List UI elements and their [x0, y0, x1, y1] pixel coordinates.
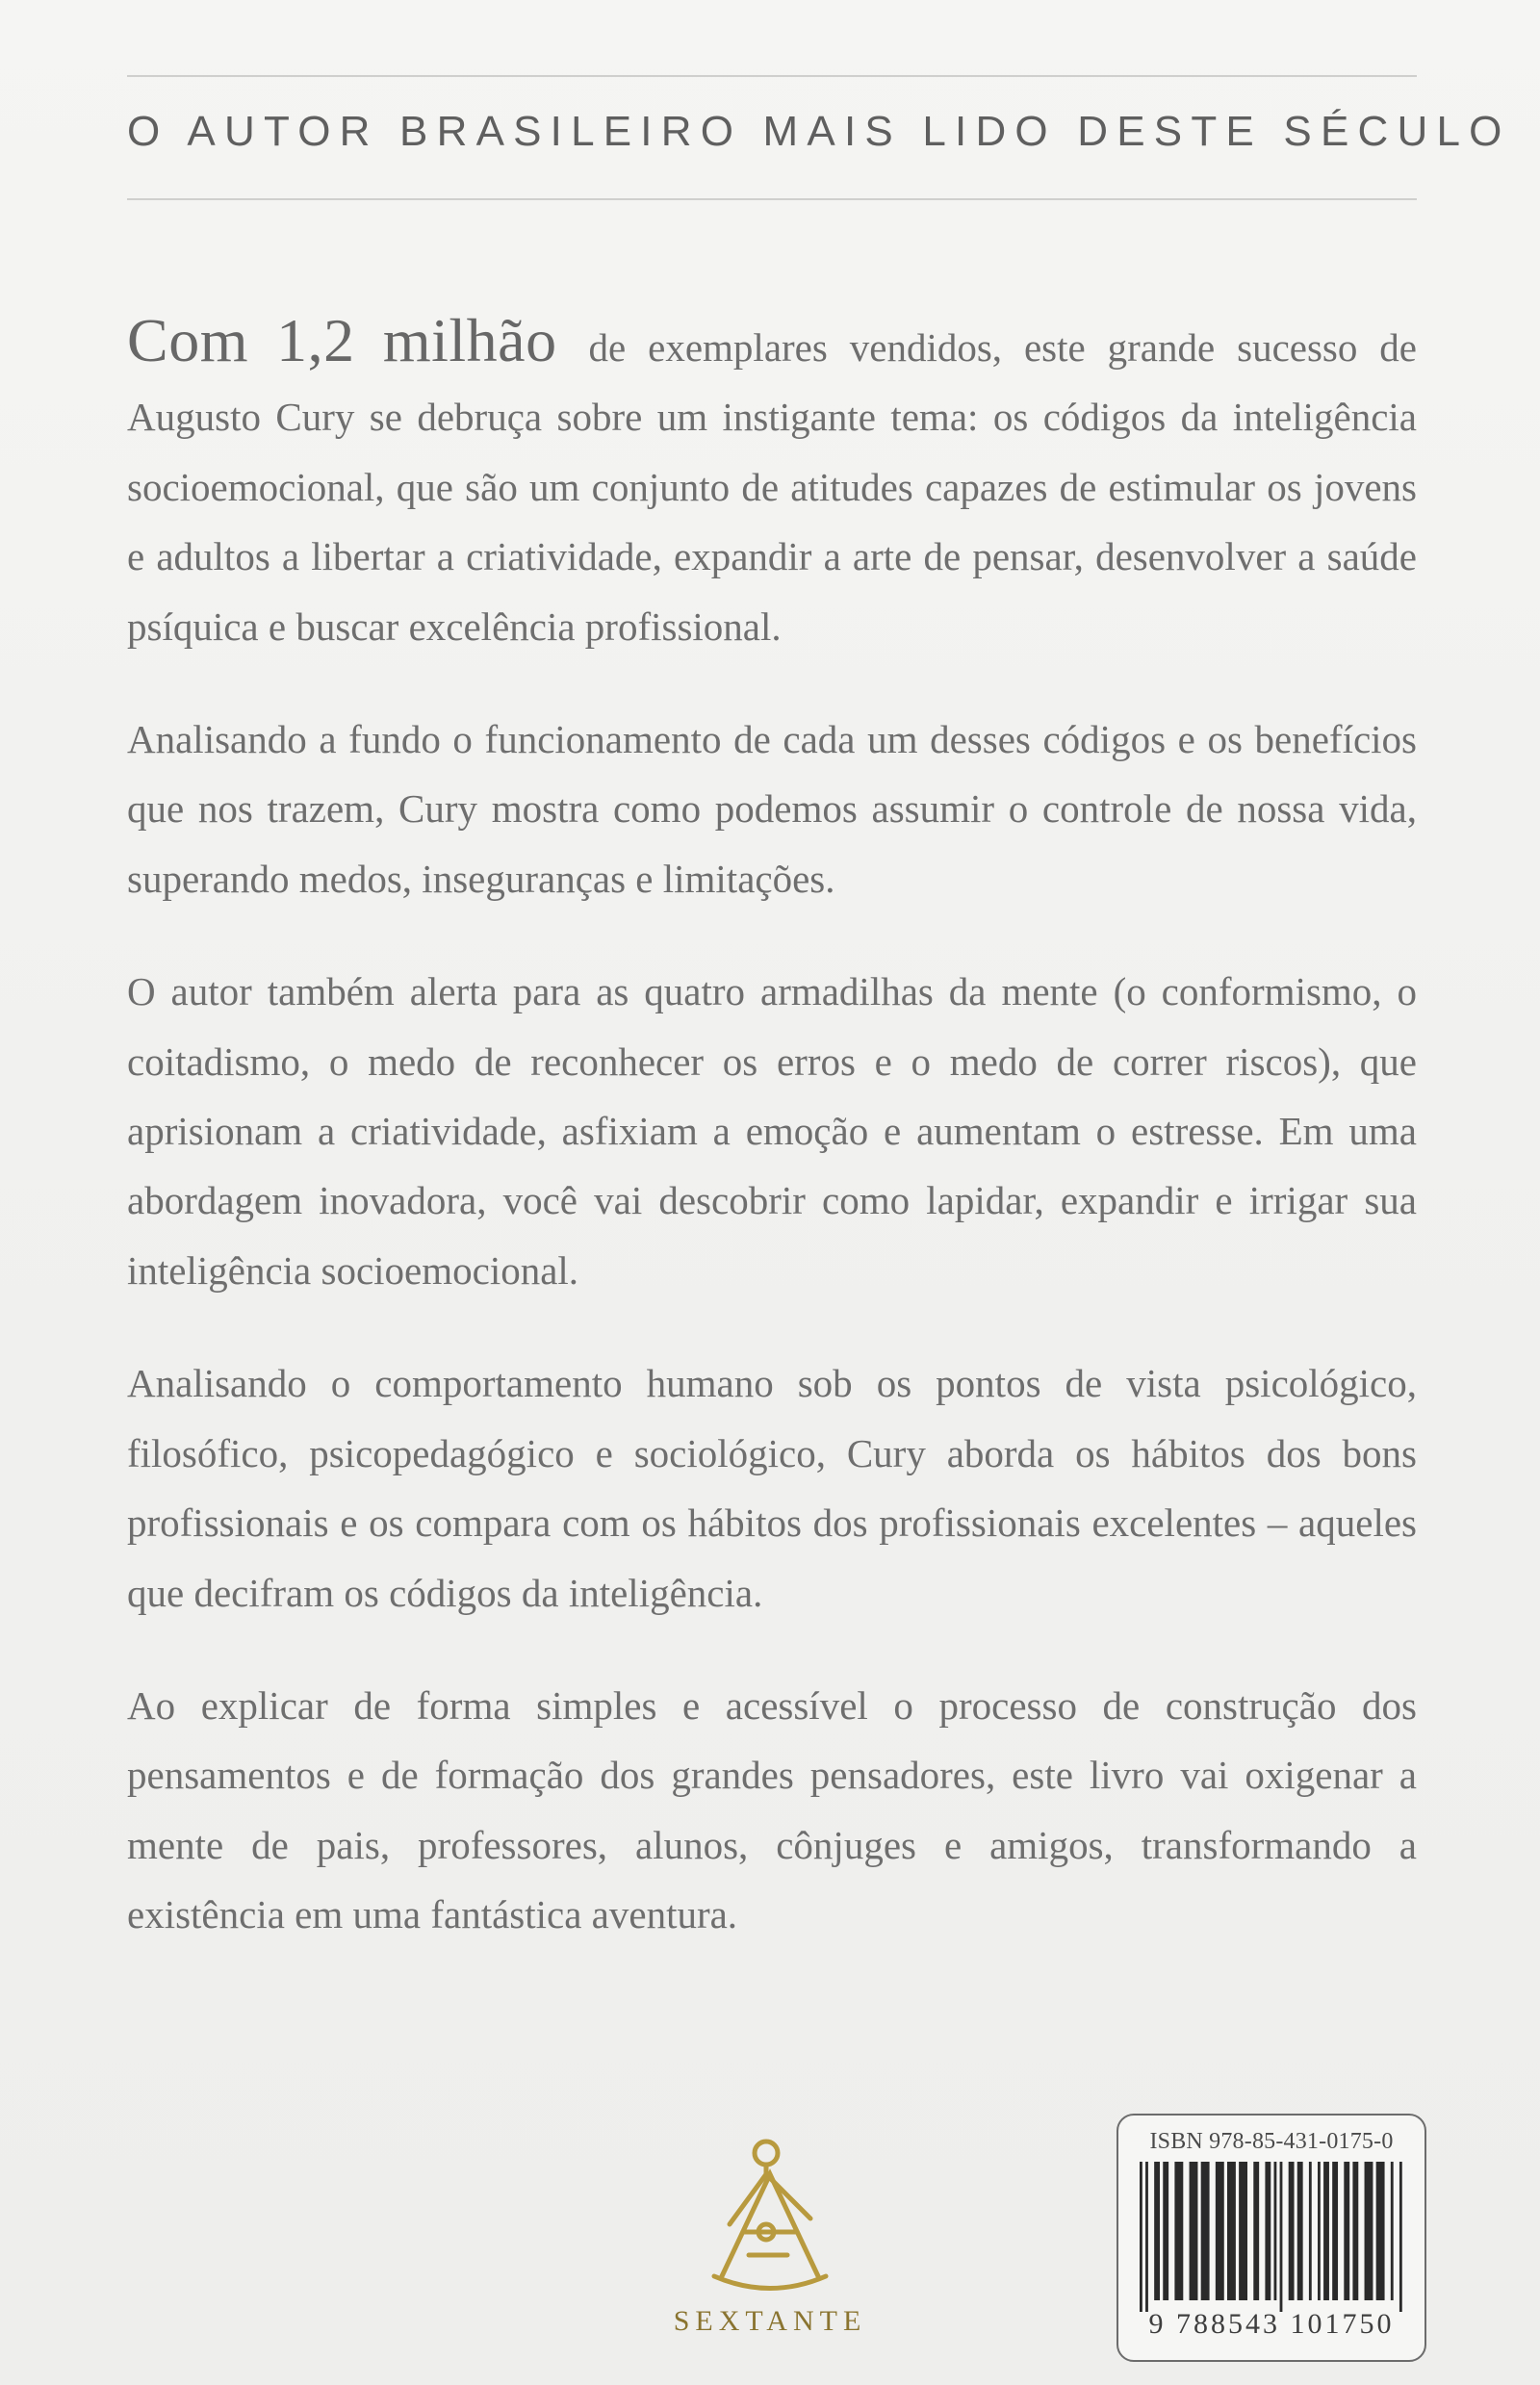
paragraph-4: Analisando o comportamento humano sob os pontos de vista psicológico, filosófico, psicopedagógico e sociológico, Cury aborda os hábitos dos bons profissionais e os compara com os hábitos dos profissionais excelentes – aqueles que decifram os códigos da inteligência.: [127, 1361, 1417, 1615]
barcode-bar: [1399, 2162, 1402, 2312]
tagline: O AUTOR BRASILEIRO MAIS LIDO DESTE SÉCULO: [127, 108, 1511, 155]
lead-phrase: Com 1,2 milhão: [127, 306, 557, 374]
barcode-bar: [1265, 2162, 1270, 2300]
barcode-bar: [1190, 2162, 1198, 2300]
top-rule: [127, 75, 1417, 77]
sextant-icon: [710, 2132, 830, 2305]
barcode-bar: [1344, 2162, 1349, 2300]
synopsis: [127, 306, 1417, 1993]
barcode-bar: [1309, 2162, 1312, 2300]
barcode-bar: [1227, 2162, 1236, 2300]
paragraph-3: O autor também alerta para as quatro armadilhas da mente (o conformismo, o coitadismo, o medo de reconhecer os erros e o medo de correr riscos), que aprisionam a criatividade, asfixiam a emoção e aumentam o estresse. Em uma abordagem inovadora, você vai descobrir como lapidar, expandir e irrigar sua inteligência socioemocional.: [127, 969, 1417, 1293]
barcode-bar: [1274, 2162, 1277, 2300]
paragraph-5: Ao explicar de forma simples e acessível o processo de construção dos pensamentos e de formação dos grandes pensadores, este livro vai oxigenar a mente de pais, professores, alunos, cônjuges e amigos, transformando a existência em uma fantástica aventura.: [127, 1682, 1417, 1937]
publisher-logo: [654, 2132, 886, 2344]
barcode-digits: 9 788543 101750: [1148, 2308, 1395, 2340]
barcode-bar: [1163, 2162, 1168, 2300]
barcode-bar: [1323, 2162, 1329, 2300]
barcode-icon: [1140, 2162, 1405, 2312]
isbn-barcode-box: [1116, 2114, 1426, 2362]
barcode-bar: [1376, 2162, 1385, 2300]
barcode-bar: [1140, 2162, 1142, 2312]
barcode-bar: [1280, 2162, 1283, 2312]
barcode-bar: [1253, 2162, 1259, 2300]
barcode-bar: [1391, 2162, 1394, 2300]
barcode-bar: [1174, 2162, 1183, 2300]
paragraph-1-text: de exemplares vendidos, este grande sucesso de Augusto Cury se debruça sobre um instigante tema: os códigos da inteligência socioemocional, que são um conjunto de atitudes capazes de estimular os jovens e adultos a libertar a criatividade, expandir a arte de pensar, desenvolver a saúde psíquica e buscar excelência profissional.: [127, 325, 1418, 649]
barcode-bar: [1318, 2162, 1321, 2300]
barcode-bar: [1332, 2162, 1338, 2300]
barcode-bar: [1365, 2162, 1373, 2300]
barcode-bar: [1289, 2162, 1295, 2300]
barcode-bar: [1154, 2162, 1160, 2300]
barcode-bar: [1297, 2162, 1303, 2300]
barcode-bar: [1216, 2162, 1224, 2300]
isbn-label: ISBN 978-85-431-0175-0: [1149, 2129, 1394, 2154]
publisher-name: SEXTANTE: [673, 2305, 867, 2337]
bottom-rule: [127, 198, 1417, 200]
paragraph-1: [127, 306, 1417, 661]
barcode-bar: [1145, 2162, 1148, 2312]
barcode-bar: [1352, 2162, 1358, 2300]
barcode-bar: [1201, 2162, 1210, 2300]
paragraph-2: Analisando a fundo o funcionamento de cada um desses códigos e os benefícios que nos trazem, Cury mostra como podemos assumir o controle de nossa vida, superando medos, inseguranças e limitações.: [127, 717, 1417, 901]
barcode-bar: [1239, 2162, 1247, 2300]
